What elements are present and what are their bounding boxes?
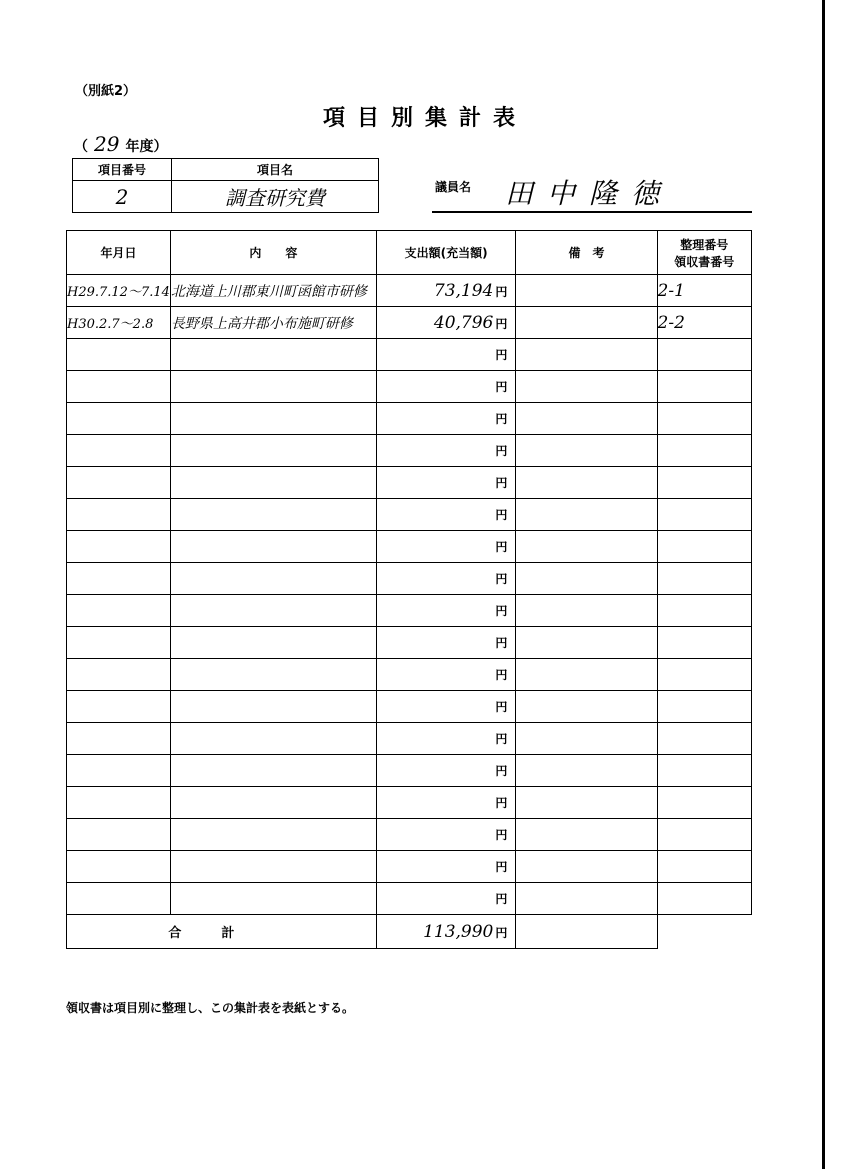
empty-row [67, 627, 752, 659]
empty-row [67, 851, 752, 883]
yen-label: 円 [495, 348, 508, 362]
yen-label: 円 [495, 412, 508, 426]
yen-label: 円 [495, 764, 508, 778]
yen-label: 円 [495, 604, 508, 618]
member-label: 議員名 [435, 180, 472, 194]
scan-edge-line [822, 0, 825, 1169]
yen-label: 円 [495, 476, 508, 490]
member-name: 田中隆徳 [505, 177, 674, 210]
yen-label: 円 [495, 572, 508, 586]
total-label: 合計 [67, 915, 377, 949]
empty-row [67, 659, 752, 691]
empty-row [67, 403, 752, 435]
row-amount-value: 73,194 [433, 280, 494, 301]
row-content: 長野県上高井郡小布施町研修 [170, 307, 376, 339]
yen-label: 円 [495, 508, 508, 522]
attachment-label: （別紙2） [75, 84, 137, 99]
fiscal-year-open: （ [74, 139, 88, 155]
row-ref: 2-1 [657, 275, 751, 307]
yen-label: 円 [495, 380, 508, 394]
fiscal-year-suffix: 年度） [125, 139, 168, 155]
yen-label: 円 [495, 636, 508, 650]
expense-table [66, 230, 752, 949]
header-content: 内 容 [170, 231, 376, 275]
empty-row [67, 499, 752, 531]
row-remarks [516, 307, 657, 339]
footnote: 領収書は項目別に整理し、この集計表を表紙とする。 [66, 1001, 355, 1015]
total-spacer [657, 915, 751, 949]
header-ref-line2: 領収書番号 [674, 254, 735, 269]
row-amount [376, 307, 516, 339]
empty-row [67, 435, 752, 467]
row-amount [376, 275, 516, 307]
page-title: 項目別集計表 [322, 106, 527, 131]
empty-row [67, 723, 752, 755]
empty-row [67, 883, 752, 915]
row-amount-value: 40,796 [433, 312, 494, 333]
total-amount [376, 915, 516, 949]
item-name: 調査研究費 [172, 181, 379, 213]
empty-row [67, 467, 752, 499]
empty-row [67, 371, 752, 403]
yen-label: 円 [495, 732, 508, 746]
item-number-header: 項目番号 [73, 159, 172, 181]
yen-label: 円 [495, 444, 508, 458]
empty-row [67, 787, 752, 819]
header-remarks: 備 考 [516, 231, 657, 275]
row-content: 北海道上川郡東川町函館市研修 [170, 275, 376, 307]
total-remarks [516, 915, 657, 949]
item-name-header: 項目名 [172, 159, 379, 181]
table-row [67, 275, 752, 307]
yen-label: 円 [495, 925, 508, 940]
header-date: 年月日 [67, 231, 171, 275]
header-ref-line1: 整理番号 [680, 237, 729, 252]
yen-label: 円 [495, 860, 508, 874]
header-amount: 支出額(充当額) [376, 231, 516, 275]
yen-label: 円 [495, 892, 508, 906]
yen-label: 円 [495, 316, 508, 331]
member-underline [432, 211, 752, 213]
fiscal-year-value: 29 [94, 132, 120, 156]
yen-label: 円 [495, 796, 508, 810]
yen-label: 円 [495, 828, 508, 842]
yen-label: 円 [495, 668, 508, 682]
empty-row [67, 595, 752, 627]
yen-label: 円 [495, 700, 508, 714]
empty-row [67, 531, 752, 563]
empty-row [67, 691, 752, 723]
empty-row [67, 563, 752, 595]
row-ref: 2-2 [657, 307, 751, 339]
item-number: 2 [73, 181, 172, 213]
row-date: H30.2.7～2.8 [67, 307, 171, 339]
fiscal-year [74, 132, 167, 156]
table-row [67, 307, 752, 339]
total-amount-value: 113,990 [423, 921, 494, 942]
row-remarks [516, 275, 657, 307]
table-header [67, 231, 752, 275]
item-table [72, 158, 379, 213]
empty-row [67, 755, 752, 787]
yen-label: 円 [495, 540, 508, 554]
empty-row [67, 819, 752, 851]
row-date: H29.7.12～7.14 [67, 275, 171, 307]
yen-label: 円 [495, 284, 508, 299]
empty-row [67, 339, 752, 371]
header-ref [657, 231, 751, 275]
total-row [67, 915, 752, 949]
